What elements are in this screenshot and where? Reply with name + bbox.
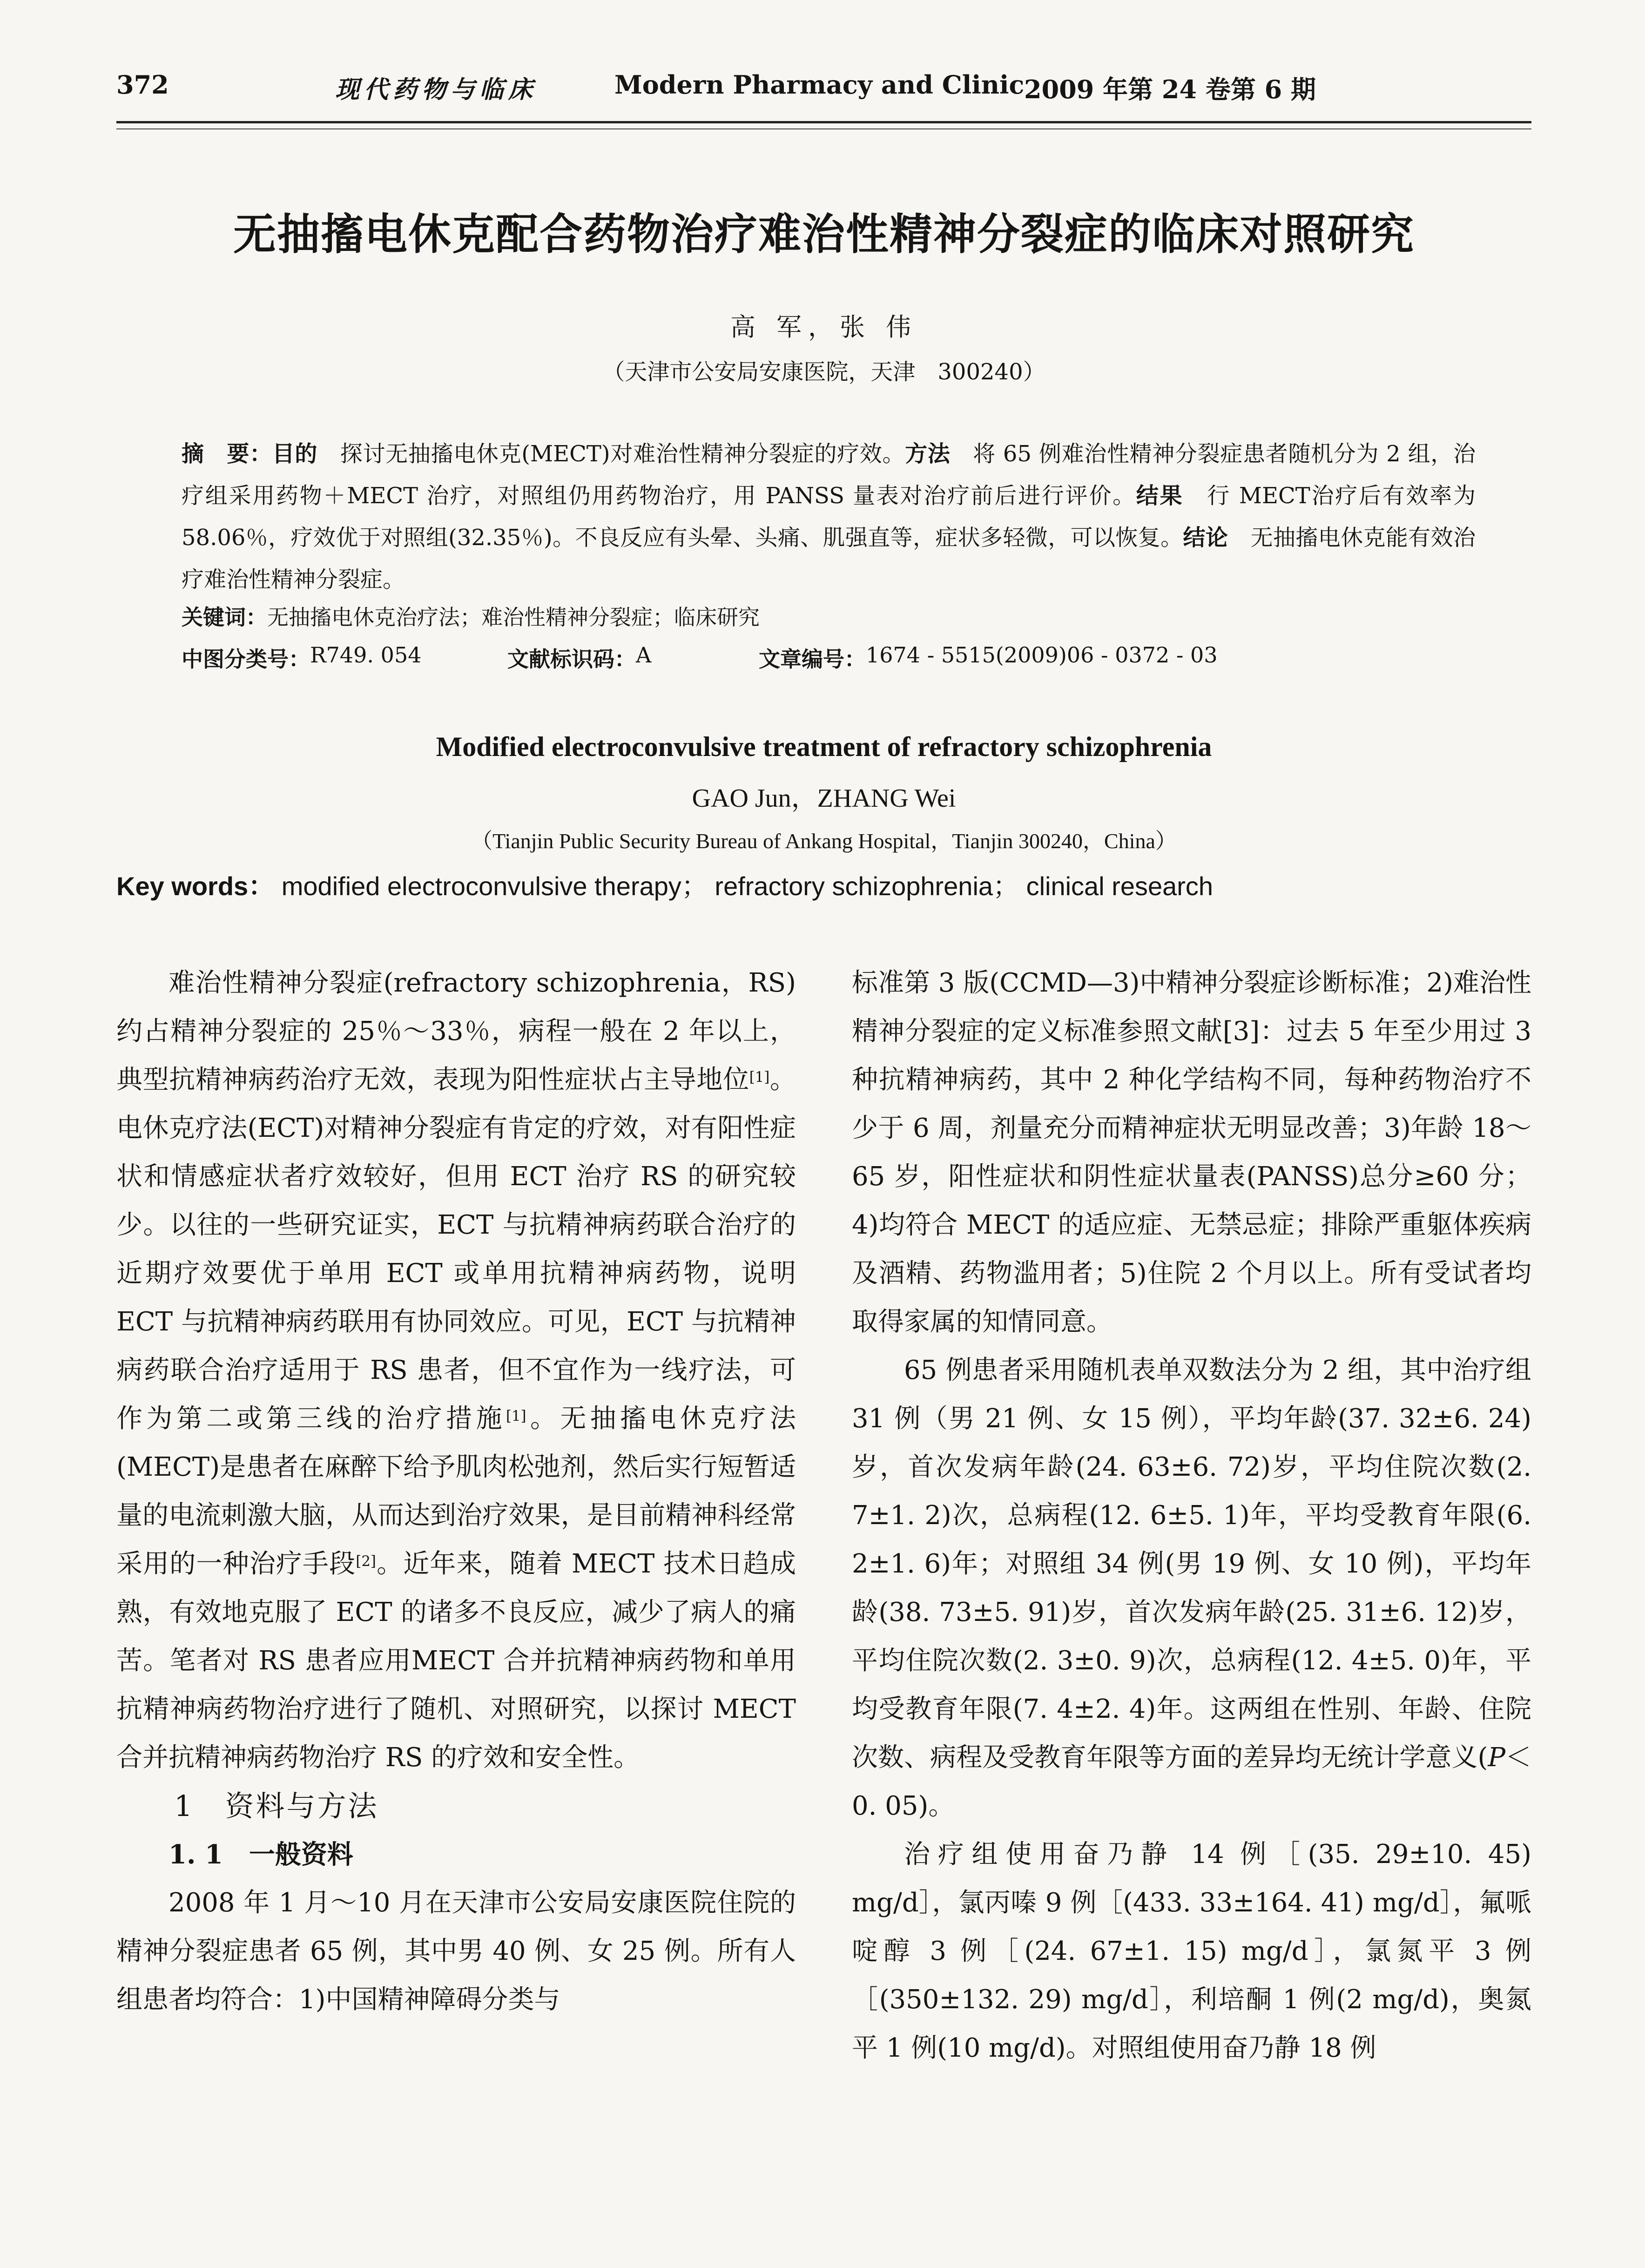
intro-paragraph [116,959,796,1782]
abstract-result-label: 结果 [1136,483,1184,509]
methods-paragraph-1: 2008 年 1 月～10 月在天津市公安局安康医院住院的精神分裂症患者 65 例，其中男 40 例、女 25 例。所有人组患者均符合：1)中国精神障碍分类与 [116,1888,796,2015]
keywords-en-label: Key words： [116,871,275,901]
running-header [116,70,1513,112]
abstract-cn [182,433,1476,601]
doc-code-value: A [636,642,652,668]
grouping-text: 65 例患者采用随机表单双数法分为 2 组，其中治疗组 31 例（男 21 例、女 15 例），平均年龄(37. 32±6. 24)岁，首次发病年龄(24. 63±6. 72)岁，平均住院次数(2. 7±1. 2)次，总病程(12. 6±5. 1)年，平均受教育年限(6. 2±1. 6)年；对照组 34 例(男 19 例、女 10 例)，平均年龄(38. 73±5. 91)岁，首次发病年龄(25. 31±6. 12)岁，平均住院次数(2. 3±0. 9)次，总病程(12. 4±5. 0)年，平均受教育年限(7. 4±2. 4)年。这两组在性别、年龄、住院次数、病程及受教育年限等方面的差异均无统计学意义( [852,1355,1531,1773]
abstract-label: 摘 要： [182,441,272,467]
affiliation-cn: （天津市公安局安康医院，天津 300240） [602,359,1045,385]
criteria-paragraph: 标准第 3 版(CCMD—3)中精神分裂症诊断标准；2)难治性精神分裂症的定义标准参照文献[3]：过去 5 年至少用过 3 种抗精神病药，其中 2 种化学结构不同，每种药物治疗不少于 6 周，剂量充分而精神症状无明显改善；3)年龄 18～65 岁，阳性症状和阴性症状量表(PANSS)总分≥60 分；4)均符合 MECT 的适应症、无禁忌症；排除严重躯体疾病及酒精、药物滥用者；5)住院 2 个月以上。所有受试者均取得家属的知情同意。 [852,968,1532,1337]
clc-field [182,642,422,673]
abstract-conclusion-label: 结论 [1183,525,1228,551]
abstract-method: 将 65 例难治性精神分裂症患者随机分为 2 组，治疗组采用药物＋MECT 治疗，对照组仍用药物治疗，用 PANSS 量表对治疗前后进行评价。 [182,441,1476,509]
article-title-en: Modified electroconvulsive treatment of refractory schizophrenia [436,731,1212,762]
abstract-method-label: 方法 [905,441,951,467]
doc-code-label: 文献标识码： [507,647,636,672]
authors-en: GAO Jun，ZHANG Wei [692,784,956,813]
keywords-en-text: modified electroconvulsive therapy； refractory schizophrenia； clinical research [274,871,1214,901]
medication-paragraph: 治疗组使用奋乃静 14 例［(35. 29±10. 45) mg/d］，氯丙嗪 9 例［(433. 33±164. 41) mg/d］，氟哌啶醇 3 例［(24. 67±1. 15) mg/d］，氯氮平 3 例［(350±132. 29) mg/d］，利培酮 1 例(2 mg/d)，奥氮平 1 例(10 mg/d)。对照组使用奋乃静 18 例 [852,1839,1531,2063]
abstract-purpose-label: 目的 [272,441,318,467]
issue-info: 2009 年第 24 卷第 6 期 [1024,74,1316,104]
p-value-symbol: P [1488,1742,1505,1773]
article-no-field [759,642,1218,673]
grouping-paragraph [852,1346,1531,1830]
header-rule-thin [116,128,1531,129]
abstract-conclusion: 无抽搐电休克能有效治疗难治性精神分裂症。 [182,525,1476,593]
body-column-right [852,959,1531,2072]
keywords-cn [182,601,1476,631]
journal-title-cn: 现代药物与临床 [335,75,538,104]
keywords-label: 关键词： [182,605,267,630]
section-heading-1-1: 1. 1 一般资料 [169,1839,353,1870]
authors-cn: 高 军，张 伟 [730,312,918,342]
body-column-left [116,959,796,2024]
article-no-label: 文章编号： [759,647,866,672]
intro-text-4: 。近年来，随着 MECT 技术日趋成熟，有效地克服了 ECT 的诸多不良反应，减少了病人的痛苦。笔者对 RS 患者应用MECT 合并抗精神病药物和单用抗精神病药物治疗进行了随机、对照研究，以探讨 MECT 合并抗精神病药物治疗 RS 的疗效和安全性。 [116,1549,796,1773]
section-heading-1: 1 资料与方法 [174,1789,379,1823]
header-rule-thick [116,121,1531,123]
abstract-result: 行 MECT治疗后有效率为 58.06％，疗效优于对照组(32.35％)。不良反应有头晕、头痛、肌强直等，症状多轻微，可以恢复。 [182,483,1476,551]
keywords-text: 无抽搐电休克治疗法；难治性精神分裂症；临床研究 [267,605,760,630]
citation-1b: [1] [506,1408,526,1424]
journal-title-en: Modern Pharmacy and Clinic [614,70,1025,100]
citation-1: [1] [749,1069,770,1086]
clc-value: R749. 054 [310,642,422,668]
article-title-cn: 无抽搐电休克配合药物治疗难治性精神分裂症的临床对照研究 [233,209,1415,259]
abstract-purpose: 探讨无抽搐电休克(MECT)对难治性精神分裂症的疗效。 [317,441,905,467]
classification-line [182,642,1476,670]
intro-text-1: 难治性精神分裂症(refractory schizophrenia，RS)约占精神分裂症的 25％～33％，病程一般在 2 年以上，典型抗精神病药治疗无效，表现为阳性症状占主导地位 [116,968,796,1095]
grouping-text-end: ＜0. 05)。 [852,1742,1531,1821]
article-no-value: 1674 - 5515(2009)06 - 0372 - 03 [866,642,1218,668]
keywords-en [116,866,1531,903]
affiliation-en: （Tianjin Public Security Bureau of Ankang Hospital，Tianjin 300240，China） [471,829,1177,853]
page-number: 372 [116,70,169,100]
clc-label: 中图分类号： [182,647,310,672]
doc-code-field [507,642,652,673]
citation-2: [2] [356,1553,376,1570]
intro-text-3: 。无抽搐电休克疗法(MECT)是患者在麻醉下给予肌肉松弛剂，然后实行短暂适量的电流刺激大脑，从而达到治疗效果，是目前精神科经常采用的一种治疗手段 [116,1404,796,1579]
intro-text-2: 。电休克疗法(ECT)对精神分裂症有肯定的疗效，对有阳性症状和情感症状者疗效较好，但用 ECT 治疗 RS 的研究较少。以往的一些研究证实，ECT 与抗精神病药联合治疗的近期疗效要优于单用 ECT 或单用抗精神病药物，说明 ECT 与抗精神病药联用有协同效应。可见，ECT 与抗精神病药联合治疗适用于 RS 患者，但不宜作为一线疗法，可作为第二或第三线的治疗措施 [116,1065,796,1434]
